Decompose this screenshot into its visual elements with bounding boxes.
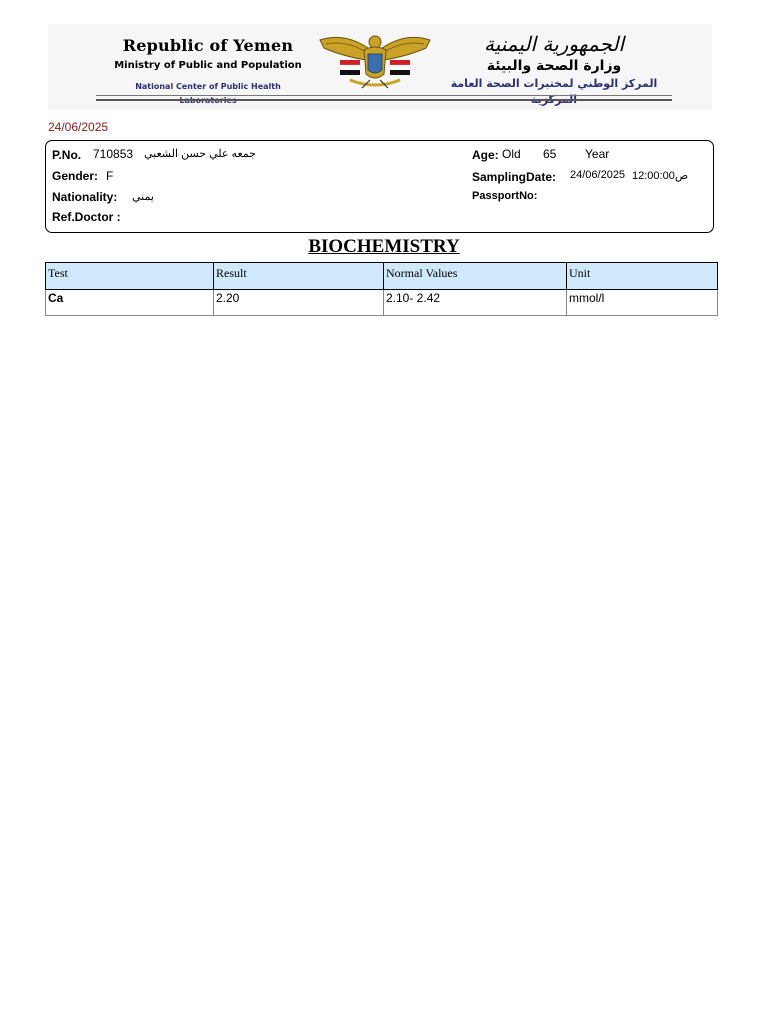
table-row xyxy=(46,290,718,316)
sampling-date-value: 24/06/2025 xyxy=(570,169,626,181)
normal-values-cell: 2.10- 2.42 xyxy=(384,290,567,316)
center-name-arabic: المركز الوطني لمختبرات الصحة العامة المركزية xyxy=(450,77,658,106)
table-header-row xyxy=(46,263,718,290)
nationality-label: Nationality: xyxy=(52,190,118,204)
gender-value: F xyxy=(106,169,114,183)
sampling-date-label: SamplingDate: xyxy=(472,170,557,184)
letterhead-divider-thick xyxy=(96,99,672,101)
letterhead-divider xyxy=(96,95,672,96)
ministry-name-english: Ministry of Public and Population xyxy=(114,60,302,71)
report-date: 24/06/2025 xyxy=(48,120,109,134)
age-unit: Year xyxy=(585,147,610,161)
results-table xyxy=(45,262,718,316)
column-header-normal-values: Normal Values xyxy=(384,263,567,290)
age-label: Age: xyxy=(472,148,499,162)
country-name-english: Republic of Yemen xyxy=(122,36,294,55)
ministry-name-arabic: وزارة الصحة والبيئة xyxy=(486,58,622,74)
yemen-eagle-emblem-icon xyxy=(316,30,434,94)
passport-label: PassportNo: xyxy=(472,190,538,202)
unit-cell: mmol/l xyxy=(567,290,718,316)
section-title: BIOCHEMISTRY xyxy=(308,236,460,257)
letterhead-english xyxy=(108,36,308,108)
gender-label: Gender: xyxy=(52,169,99,183)
pno-value: 710853 xyxy=(93,147,134,161)
age-value: 65 xyxy=(543,147,557,161)
nationality-value: يمني xyxy=(132,191,154,203)
sampling-time-value: 12:00:00ص xyxy=(632,170,689,182)
patient-name: جمعه علي حسن الشعبي xyxy=(144,148,256,160)
center-name-english: National Center of Public Health Laboratories xyxy=(135,82,281,105)
result-cell: 2.20 xyxy=(214,290,384,316)
letterhead-arabic xyxy=(448,32,660,108)
column-header-result: Result xyxy=(214,263,384,290)
age-word: Old xyxy=(502,147,521,161)
pno-label: P.No. xyxy=(52,148,82,162)
ref-doctor-label: Ref.Doctor : xyxy=(52,210,121,224)
test-name-cell: Ca xyxy=(46,290,214,316)
column-header-test: Test xyxy=(46,263,214,290)
column-header-unit: Unit xyxy=(567,263,718,290)
country-name-arabic: الجمهورية اليمنية xyxy=(483,32,625,56)
